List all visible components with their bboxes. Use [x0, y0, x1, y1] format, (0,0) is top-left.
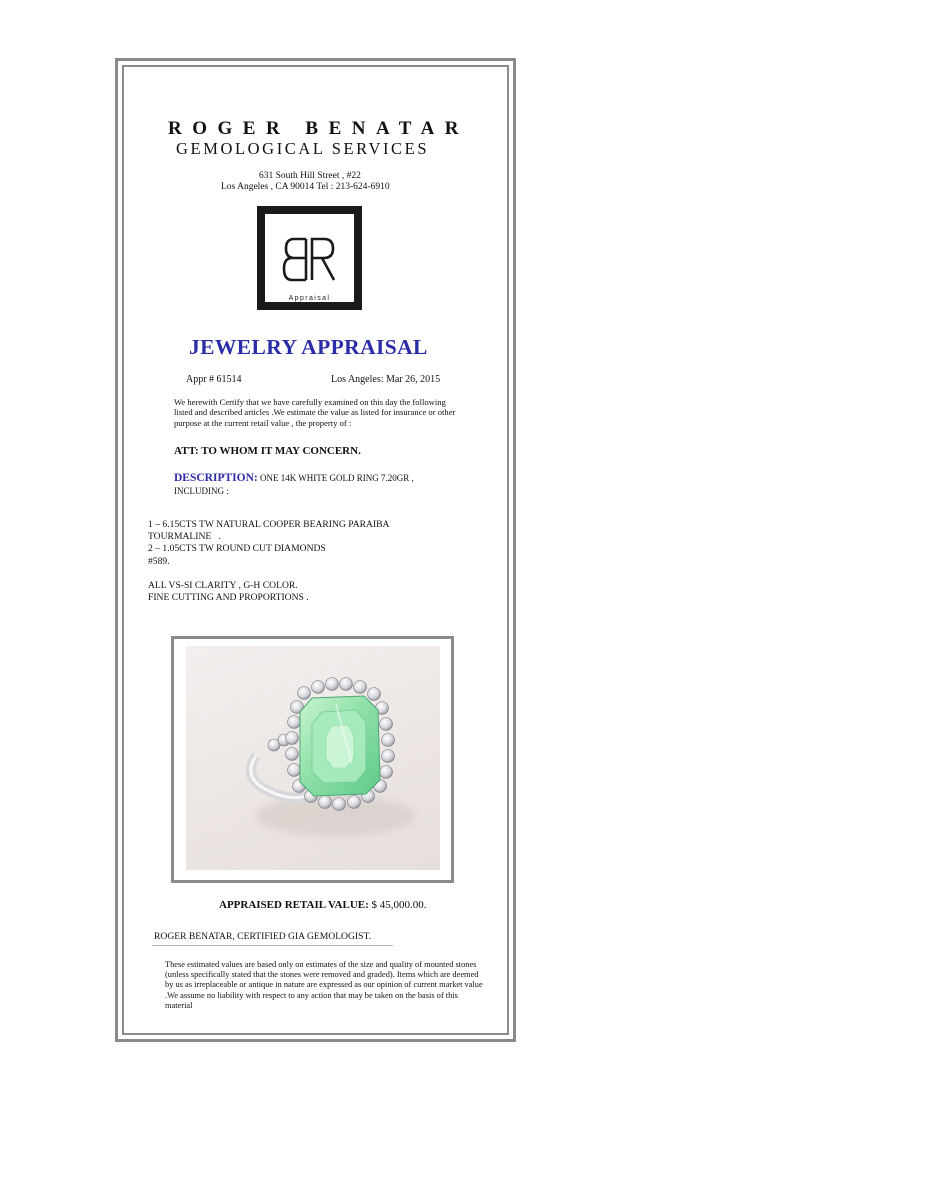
description-block	[174, 472, 414, 498]
signature-line	[152, 945, 393, 946]
br-appraisal-logo	[257, 206, 362, 310]
disclaimer-paragraph: These estimated values are based only on estimates of the size and quality of mounted stones (unless specifically stated that the stones were removed and graded). Items which are deemed by us as irreplaceable or antique in nature are expressed as our opinion of current market value .We assume no liability with respect to any action that may be taken on the basis of this material	[165, 960, 483, 1010]
list-item: FINE CUTTING AND PROPORTIONS .	[148, 592, 309, 604]
address-line-2: Los Angeles , CA 90014 Tel : 213-624-6910	[221, 182, 390, 192]
br-monogram-icon	[282, 237, 337, 282]
item-list	[148, 519, 389, 604]
list-item: #589.	[148, 555, 170, 567]
ring-photo-frame	[171, 636, 454, 883]
ring-photo	[186, 646, 440, 870]
appraisal-location-date: Los Angeles: Mar 26, 2015	[331, 374, 441, 385]
value-amount: $ 45,000.00.	[368, 899, 427, 911]
gemologist-signature-name: ROGER BENATAR, CERTIFIED GIA GEMOLOGIST.	[154, 931, 371, 942]
company-name: ROGER BENATAR	[168, 118, 470, 139]
address-line-1: 631 South Hill Street , #22	[259, 171, 361, 181]
list-item: 1 – 6.15CTS TW NATURAL COOPER BEARING PARAIBA	[148, 519, 390, 530]
list-item: ALL VS-SI CLARITY , G-H COLOR.	[148, 580, 298, 592]
company-subtitle: GEMOLOGICAL SERVICES	[176, 139, 430, 158]
attention-line: ATT: TO WHOM IT MAY CONCERN.	[174, 445, 361, 457]
list-item	[148, 568, 389, 580]
description-text-cont: INCLUDING :	[174, 486, 229, 496]
list-item: TOURMALINE .	[148, 531, 221, 543]
value-label: APPRAISED RETAIL VALUE:	[219, 899, 369, 911]
ring-illustration	[186, 646, 440, 870]
appraisal-number: Appr # 61514	[186, 374, 242, 385]
document-title: JEWELRY APPRAISAL	[189, 335, 428, 359]
list-item: 2 – 1.05CTS TW ROUND CUT DIAMONDS	[148, 543, 326, 555]
certification-paragraph: We herewith Certify that we have carefully examined on this day the following listed and described articles .We estimate the value as listed for insurance or other purpose at the current retail value , the property of :	[174, 397, 456, 428]
description-label: DESCRIPTION:	[174, 472, 258, 484]
description-text: ONE 14K WHITE GOLD RING 7.20GR ,	[257, 473, 414, 483]
appraised-value	[219, 899, 427, 911]
logo-caption: Appraisal	[288, 295, 331, 302]
